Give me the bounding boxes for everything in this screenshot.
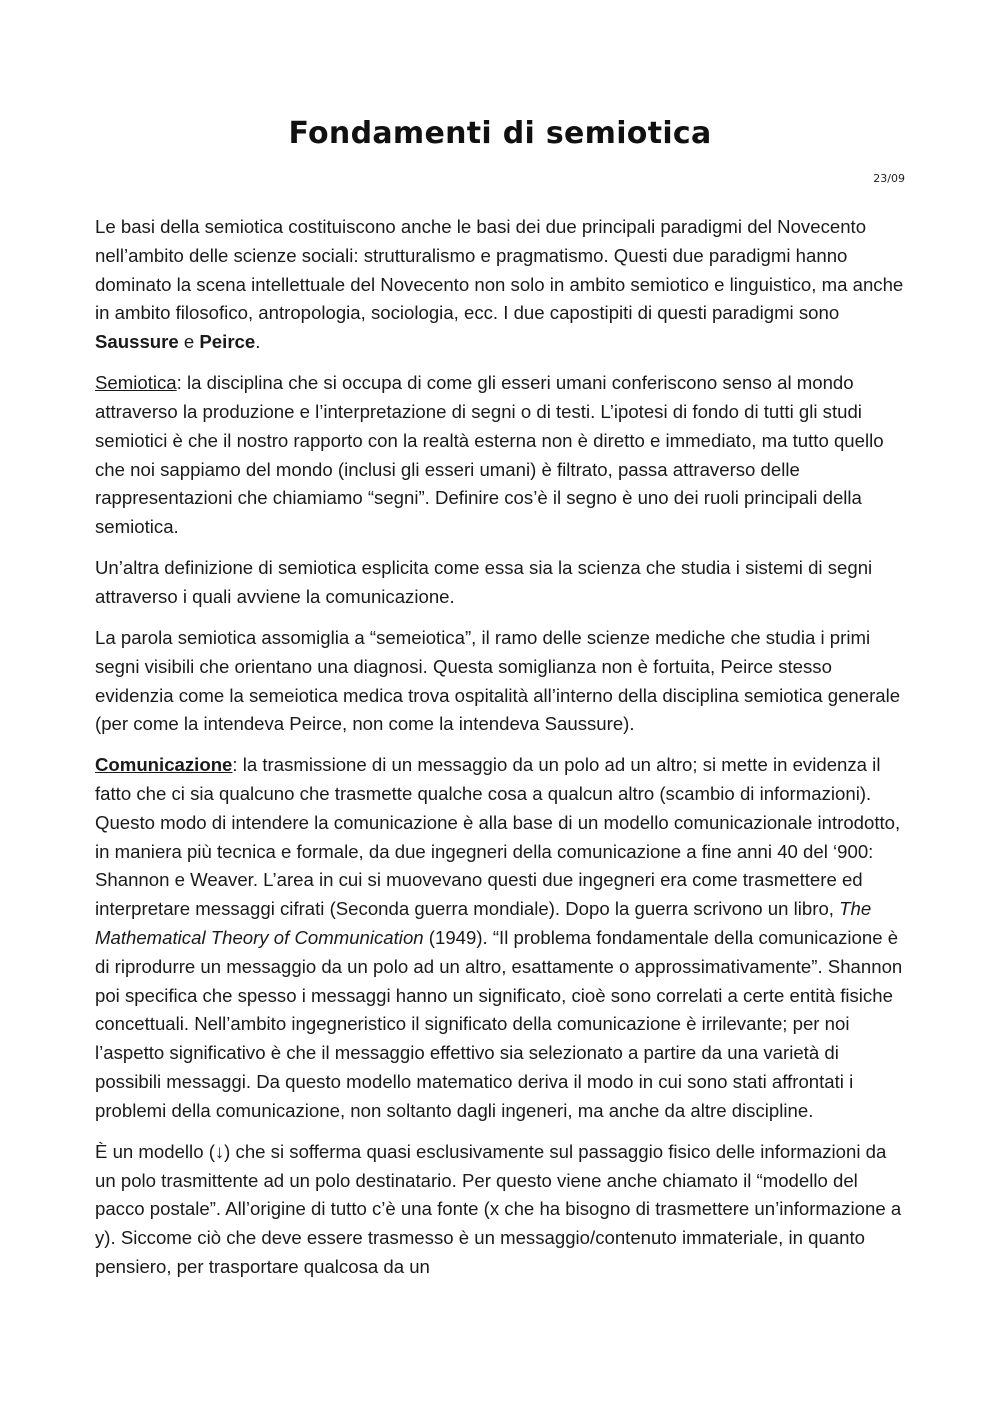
term-comunicazione: Comunicazione [95, 754, 233, 776]
paragraph-semiotica [95, 369, 910, 542]
paragraph-comunicazione [95, 751, 910, 1125]
paragraph-text: : la trasmissione di un messaggio da un polo ad un altro; si mette in evidenza il fatto che ci sia qualcuno che trasmette qualche cosa a qualcun altro (scambio di informazioni). Questo modo di intendere la comunicazione è alla base di un modello comunicazionale introdotto, in maniera più tecnica e formale, da due ingegneri della comunicazione a fine anni 40 del ‘900: Shannon e Weaver. L’area in cui si muovevano questi due ingegneri era come trasmettere ed interpretare messaggi cifrati (Seconda guerra mondiale). Dopo la guerra scrivono un libro, [95, 754, 901, 920]
paragraph-text-continued: (1949). “Il problema fondamentale della comunicazione è di riprodurre un messaggio da un polo ad un altro, esattamente o approssimativamente”. Shannon poi specifica che spesso i messaggi hanno un significato, cioè sono correlati a certe entità fisiche concettuali. Nell’ambito ingegneristico il significato della comunicazione è irrilevante; per noi l’aspetto significativo è che il messaggio effettivo sia selezionato a partire da una varietà di possibili messaggi. Da questo modello matematico deriva il modo in cui sono stati affrontati i problemi della comunicazione, non soltanto dagli ingeneri, ma anche da altre discipline. [95, 927, 903, 1121]
name-peirce: Peirce [199, 331, 256, 353]
conjunction: e [178, 331, 200, 353]
term-semiotica: Semiotica [95, 372, 177, 394]
paragraph-text: Un’altra definizione di semiotica esplicita come essa sia la scienza che studia i sistemi di segni attraverso i quali avviene la comunicazione. [95, 557, 873, 607]
paragraph-definition [95, 554, 910, 612]
name-saussure: Saussure [95, 331, 179, 353]
paragraph-text: La parola semiotica assomiglia a “semeiotica”, il ramo delle scienze mediche che studia i primi segni visibili che orientano una diagnosi. Questa somiglianza non è fortuita, Peirce stesso evidenzia come la semeiotica medica trova ospitalità all’interno della disciplina semiotica generale (per come la intendeva Peirce, non come la intendeva Saussure). [95, 626, 901, 735]
period: . [255, 331, 261, 353]
paragraph-text: : la disciplina che si occupa di come gli esseri umani conferiscono senso al mondo attraverso la produzione e l’interpretazione di segni o di testi. L’ipotesi di fondo di tutti gli studi semiotici è che il nostro rapporto con la realtà esterna non è diretto e immediato, ma tutto quello che noi sappiamo del mondo (inclusi gli esseri umani) è filtrato, passa attraverso delle rappresentazioni che chiamiamo “segni”. Definire cos’è il segno è uno dei ruoli principali della semiotica. [95, 372, 884, 538]
paragraph-text: Le basi della semiotica costituiscono anche le basi dei due principali paradigmi del Novecento nell’ambito delle scienze sociali: strutturalismo e pragmatismo. Questi due paradigmi hanno dominato la scena intellettuale del Novecento non solo in ambito semiotico e linguistico, ma anche in ambito filosofico, antropologia, sociologia, ecc. I due capostipiti di questi paradigmi sono [95, 216, 904, 324]
book-title: The Mathematical Theory of Communication [95, 898, 872, 949]
paragraph-semeiotica [95, 624, 910, 739]
document-date: 23/09 [873, 172, 905, 185]
paragraph-modello [95, 1138, 910, 1282]
paragraph-intro [95, 213, 910, 357]
paragraph-text: È un modello (↓) che si sofferma quasi esclusivamente sul passaggio fisico delle informazioni da un polo trasmittente ad un polo destinatario. Per questo viene anche chiamato il “modello del pacco postale”. All’origine di tutto c’è una fonte (x che ha bisogno di trasmettere un’informazione a y). Siccome ciò che deve essere trasmesso è un messaggio/contenuto immateriale, in quanto pensiero, per trasportare qualcosa da un [95, 1140, 902, 1278]
document-title: Fondamenti di semiotica [288, 116, 712, 151]
document-body [95, 213, 910, 1294]
